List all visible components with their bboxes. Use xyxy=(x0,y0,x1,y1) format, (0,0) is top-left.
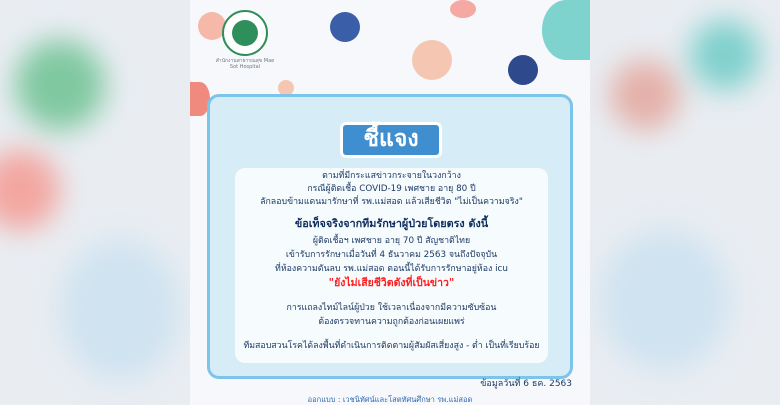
announcement-poster xyxy=(190,0,590,405)
blurred-logo xyxy=(15,40,105,130)
virus-illustration xyxy=(508,55,538,85)
blurred-virus xyxy=(610,60,680,130)
blurred-background-left xyxy=(0,0,190,405)
designer-credit: ออกแบบ : เวชนิทัศน์และโสตทัศนศึกษา รพ.แม่สอด xyxy=(307,395,473,404)
virus-illustration xyxy=(542,0,590,60)
body-line: ต้องตรวจทานความถูกต้องก่อนเผยแพร่ xyxy=(318,317,465,327)
facts-heading: ข้อเท็จจริงจากทีมรักษาผู้ป่วยโดยตรง ดังนี้ xyxy=(294,217,489,230)
announcement-title: ชี้แจง xyxy=(340,122,442,158)
blurred-virus xyxy=(690,20,760,90)
alert-line: "ยังไม่เสียชีวิตดังที่เป็นข่าว" xyxy=(328,277,455,289)
virus-illustration xyxy=(450,0,476,18)
body-line: ตามที่มีกระแสข่าวกระจายในวงกว้าง xyxy=(322,171,461,181)
body-line: กรณีผู้ติดเชื้อ COVID-19 เพศชาย อายุ 80 ปี xyxy=(307,184,476,194)
body-line: ผู้ติดเชื้อฯ เพศชาย อายุ 70 ปี สัญชาติไทย xyxy=(312,236,471,246)
hospital-logo xyxy=(222,10,268,56)
virus-illustration xyxy=(330,12,360,42)
blurred-card xyxy=(60,240,180,380)
virus-illustration xyxy=(412,40,452,80)
body-line: ลักลอบข้ามแดนมารักษาที่ รพ.แม่สอด แล้วเสียชีวิต "ไม่เป็นความจริง" xyxy=(260,197,523,207)
body-line: ที่ห้องความดันลบ รพ.แม่สอด ตอนนี้ได้รับการรักษาอยู่ห้อง icu xyxy=(275,264,508,274)
logo-caption: สำนักงานสาธารณสุข Mae Sot Hospital xyxy=(215,58,275,70)
body-line: เข้ารับการรักษาเมื่อวันที่ 4 ธันวาคม 2563 จนถึงปัจจุบัน xyxy=(285,250,498,260)
blurred-background-right xyxy=(590,0,780,405)
body-line: การแถลงไทม์ไลน์ผู้ป่วย ใช้เวลาเนื่องจากมีความซับซ้อน xyxy=(286,303,497,313)
blurred-card xyxy=(600,230,730,370)
blurred-virus xyxy=(0,150,60,230)
body-line: ทีมสอบสวนโรคได้ลงพื้นที่ดำเนินการติดตามผู้สัมผัสเสี่ยงสูง - ต่ำ เป็นที่เรียบร้อย xyxy=(243,341,540,351)
data-date: ข้อมูลวันที่ 6 ธค. 2563 xyxy=(480,379,572,389)
